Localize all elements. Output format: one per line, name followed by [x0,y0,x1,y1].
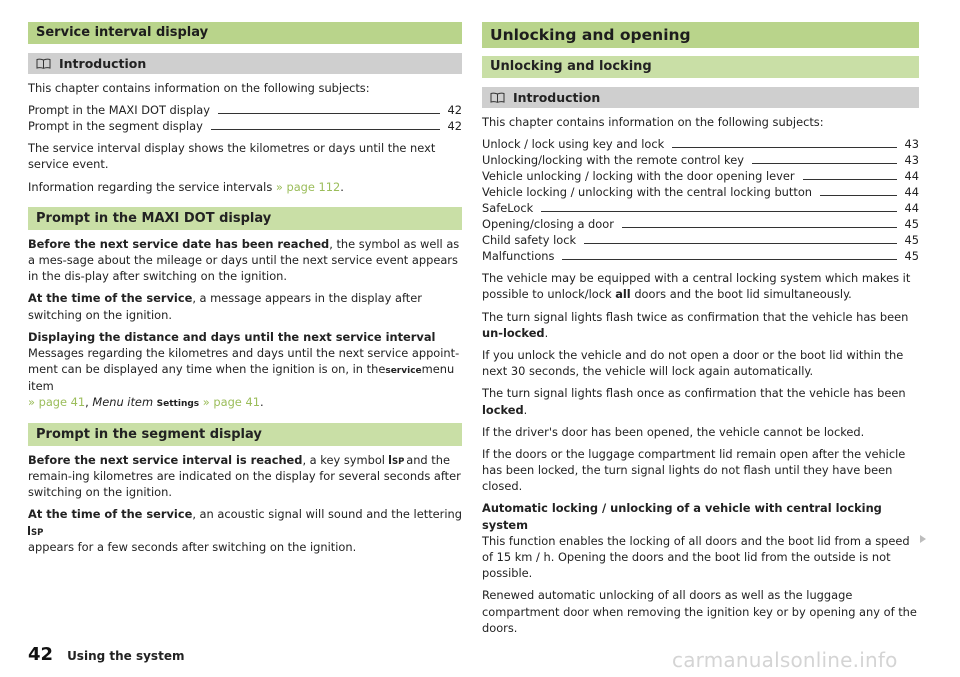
footer-title: Using the system [67,649,185,663]
intro-heading: Introduction [59,56,147,71]
toc-item[interactable]: Vehicle unlocking / locking with the door opening lever 44 [482,169,919,183]
paragraph: If the driver's door has been opened, the vehicle cannot be locked. [482,424,865,439]
chapter-title-unlocking: Unlocking and opening [482,22,919,48]
intro-bar-right [482,87,919,108]
page-number: 42 [28,644,54,665]
menu-label-service: service [385,366,422,377]
page-link[interactable]: » page 41 [28,395,86,410]
paragraph: If you unlock the vehicle and do not open a door or the boot lid within the next 30 seconds, the vehicle will lock again automatically. [482,347,904,379]
paragraph: Before the next service date has been reached, the symbol as well as a mes-sage about the mileage or days until the next service event appears in the dis-play after switching on the ignition. [28,236,460,284]
left-column [28,22,462,555]
intro-text: This chapter contains information on the following subjects: [28,81,370,95]
book-icon [36,58,51,69]
toc-item[interactable]: Unlocking/locking with the remote control key 43 [482,153,919,167]
book-icon [490,92,505,103]
toc-item[interactable]: Vehicle locking / unlocking with the central locking button 44 [482,185,919,199]
paragraph: Automatic locking / unlocking of a vehicle with central locking system This function enables the locking of all doors and the boot lid from a speed of 15 km / h. Opening the doors and the boot lid from the outside is not possible. [482,501,910,581]
service-key-icon [389,453,404,467]
page-link[interactable]: » page 41 [202,395,260,410]
paragraph: The turn signal lights flash twice as confirmation that the vehicle has been un-locked. [482,309,909,340]
svg-text:SP: SP [31,527,44,538]
paragraph: If the doors or the luggage compartment lid remain open after the vehicle has been locked, the turn signal lights do not flash until they have been closed. [482,446,906,494]
watermark: carmanualsonline.info [672,648,898,672]
toc-item[interactable]: Opening/closing a door 45 [482,217,919,231]
paragraph: At the time of the service, an acoustic signal will sound and the lettering SP appears for a few seconds after switching on the ignition. [28,507,462,554]
intro-text: This chapter contains information on the following subjects: [482,115,824,129]
paragraph: The service interval display shows the kilometres or days until the next service event. [28,141,436,172]
toc-left [28,102,462,134]
section-title-unlocking-locking: Unlocking and locking [482,56,919,78]
toc-item[interactable]: Child safety lock 45 [482,233,919,247]
paragraph: The turn signal lights flash once as confirmation that the vehicle has been locked. [482,386,906,417]
right-column [482,22,919,636]
toc-item[interactable]: Unlock / lock using key and lock 43 [482,137,919,151]
paragraph: Renewed automatic unlocking of all doors as well as the luggage compartment door when removing the ignition key or by opening any of the doors. [482,588,917,635]
svg-text:SP: SP [391,456,404,467]
paragraph: Displaying the distance and days until the next service interval Messages regarding the kilometres and days until the next service appoint-ment can be displayed any time when the ignition is on, in theservicemenu item » page 41, Menu item Settings » page 41. [28,329,460,410]
toc-item[interactable]: Prompt in the MAXI DOT display 42 [28,103,462,117]
paragraph: Before the next service interval is reached, a key symbol SP and the remain-ing kilometres are indicated on the display for several seconds after switching on the ignition. [28,452,461,500]
page-link[interactable]: » page 112 [275,179,341,194]
section-title-service-interval: Service interval display [28,22,462,44]
heading-maxi-dot: Prompt in the MAXI DOT display [28,207,462,230]
service-key-icon [28,524,44,538]
toc-item[interactable]: Malfunctions 45 [482,249,919,263]
page-footer [28,642,184,668]
toc-item[interactable]: SafeLock 44 [482,201,919,215]
heading-segment-display: Prompt in the segment display [28,423,462,446]
toc-right [482,136,919,264]
intro-heading: Introduction [513,90,601,105]
menu-label-settings: Settings [156,399,200,410]
paragraph: At the time of the service, a message appears in the display after switching on the ignition. [28,291,422,322]
paragraph: Information regarding the service intervals » page 112. [28,179,344,194]
toc-item[interactable]: Prompt in the segment display 42 [28,119,462,133]
continue-arrow-icon [919,534,927,544]
paragraph: The vehicle may be equipped with a central locking system which makes it possible to unlock/lock all doors and the boot lid simultaneously. [482,271,911,302]
intro-bar-left [28,53,462,74]
